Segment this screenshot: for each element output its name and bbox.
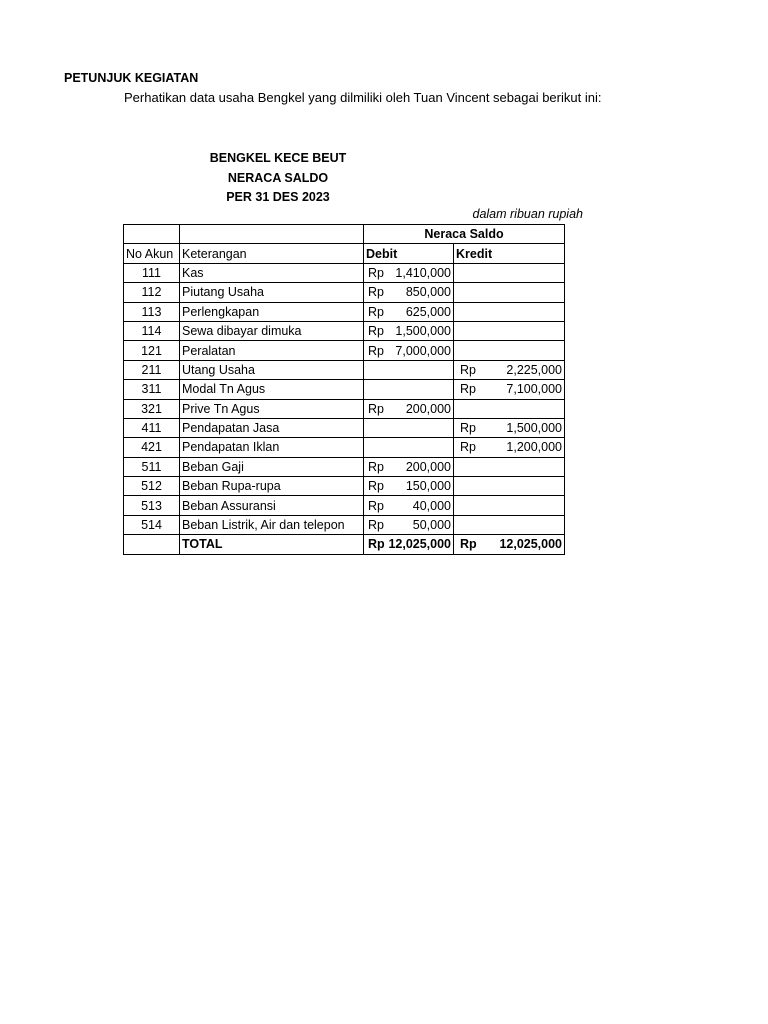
debit-amount <box>366 400 451 418</box>
account-number-cell: 311 <box>124 380 180 399</box>
currency-label: Rp <box>460 537 477 552</box>
table-row <box>124 515 565 534</box>
currency-label: Rp <box>368 285 384 300</box>
currency-label: Rp <box>368 401 384 416</box>
credit-value: 1,200,000 <box>506 440 562 455</box>
report-period: PER 31 DES 2023 <box>226 190 330 204</box>
empty-cell <box>180 225 364 244</box>
credit-cell <box>454 263 565 282</box>
instructions-heading: PETUNJUK KEGIATAN <box>64 71 199 85</box>
debit-cell <box>364 321 454 340</box>
currency-label: Rp <box>368 537 385 552</box>
account-description-cell: Perlengkapan <box>180 302 364 321</box>
table-row <box>124 477 565 496</box>
account-number-cell: 321 <box>124 399 180 418</box>
credit-amount <box>456 361 562 379</box>
credit-cell <box>454 399 565 418</box>
account-number-cell: 121 <box>124 341 180 360</box>
debit-cell <box>364 515 454 534</box>
currency-label: Rp <box>368 479 384 494</box>
debit-amount <box>366 497 451 515</box>
credit-cell <box>454 380 565 399</box>
debit-amount <box>366 342 451 360</box>
table-row <box>124 399 565 418</box>
currency-label: Rp <box>368 324 384 339</box>
account-number-cell: 512 <box>124 477 180 496</box>
credit-value: 2,225,000 <box>506 362 562 377</box>
debit-cell <box>364 380 454 399</box>
credit-cell <box>454 457 565 476</box>
table-column-header-row <box>124 244 565 263</box>
credit-cell <box>454 302 565 321</box>
table-row <box>124 457 565 476</box>
currency-label: Rp <box>460 440 476 455</box>
account-description-cell: Prive Tn Agus <box>180 399 364 418</box>
account-description-cell: Beban Assuransi <box>180 496 364 515</box>
account-description-cell: Utang Usaha <box>180 360 364 379</box>
total-credit-amount <box>456 535 562 553</box>
debit-cell <box>364 302 454 321</box>
currency-label: Rp <box>460 421 476 436</box>
debit-amount <box>366 458 451 476</box>
credit-amount <box>456 380 562 398</box>
currency-label: Rp <box>368 498 384 513</box>
table-row <box>124 360 565 379</box>
table-row <box>124 418 565 437</box>
total-credit-cell <box>454 535 565 554</box>
trial-balance-table <box>123 224 565 555</box>
debit-cell <box>364 438 454 457</box>
account-number-cell: 514 <box>124 515 180 534</box>
account-number-cell: 411 <box>124 418 180 437</box>
total-credit-value: 12,025,000 <box>499 537 562 552</box>
debit-value: 7,000,000 <box>395 343 451 358</box>
debit-cell <box>364 263 454 282</box>
credit-cell <box>454 438 565 457</box>
debit-value: 200,000 <box>405 459 451 474</box>
debit-value: 40,000 <box>412 498 451 513</box>
debit-cell <box>364 341 454 360</box>
currency-label: Rp <box>368 304 384 319</box>
account-number-cell: 421 <box>124 438 180 457</box>
total-debit-value: 12,025,000 <box>388 537 451 552</box>
credit-cell <box>454 477 565 496</box>
account-description-cell: Pendapatan Iklan <box>180 438 364 457</box>
total-debit-cell <box>364 535 454 554</box>
total-debit-amount <box>366 535 451 553</box>
col-header-no-akun: No Akun <box>124 244 180 263</box>
empty-cell <box>124 225 180 244</box>
debit-value: 1,410,000 <box>395 265 451 280</box>
table-row <box>124 496 565 515</box>
debit-amount <box>366 516 451 534</box>
account-description-cell: Kas <box>180 263 364 282</box>
credit-amount <box>456 419 562 437</box>
credit-amount <box>456 438 562 456</box>
debit-amount <box>366 283 451 301</box>
debit-value: 850,000 <box>405 285 451 300</box>
debit-cell <box>364 283 454 302</box>
debit-cell <box>364 360 454 379</box>
debit-cell <box>364 477 454 496</box>
credit-cell <box>454 283 565 302</box>
account-description-cell: Piutang Usaha <box>180 283 364 302</box>
report-title-block <box>190 149 366 208</box>
currency-label: Rp <box>368 459 384 474</box>
account-description-cell: Peralatan <box>180 341 364 360</box>
table-row <box>124 438 565 457</box>
credit-cell <box>454 496 565 515</box>
debit-amount <box>366 322 451 340</box>
table-row <box>124 283 565 302</box>
credit-cell <box>454 321 565 340</box>
debit-value: 625,000 <box>405 304 451 319</box>
debit-cell <box>364 496 454 515</box>
debit-amount <box>366 477 451 495</box>
account-number-cell: 113 <box>124 302 180 321</box>
account-description-cell: Beban Rupa-rupa <box>180 477 364 496</box>
credit-cell <box>454 341 565 360</box>
currency-label: Rp <box>368 518 384 533</box>
account-description-cell: Pendapatan Jasa <box>180 418 364 437</box>
account-number-cell: 211 <box>124 360 180 379</box>
table-row <box>124 321 565 340</box>
group-header: Neraca Saldo <box>364 225 565 244</box>
account-description-cell: Beban Listrik, Air dan telepon <box>180 515 364 534</box>
account-number-cell: 513 <box>124 496 180 515</box>
col-header-keterangan: Keterangan <box>180 244 364 263</box>
debit-value: 1,500,000 <box>395 324 451 339</box>
table-row <box>124 380 565 399</box>
total-row <box>124 535 565 554</box>
credit-cell <box>454 418 565 437</box>
table-row <box>124 263 565 282</box>
account-number-cell: 112 <box>124 283 180 302</box>
account-description-cell: Sewa dibayar dimuka <box>180 321 364 340</box>
table-group-header-row <box>124 225 565 244</box>
account-number-cell: 111 <box>124 263 180 282</box>
credit-value: 1,500,000 <box>506 421 562 436</box>
account-description-cell: Beban Gaji <box>180 457 364 476</box>
account-number-cell: 511 <box>124 457 180 476</box>
company-name: BENGKEL KECE BEUT <box>209 151 347 165</box>
total-label: TOTAL <box>180 535 364 554</box>
account-description-cell: Modal Tn Agus <box>180 380 364 399</box>
debit-cell <box>364 418 454 437</box>
report-title: NERACA SALDO <box>227 170 329 185</box>
col-header-debit: Debit <box>364 244 454 263</box>
debit-cell <box>364 457 454 476</box>
currency-label: Rp <box>460 362 476 377</box>
credit-cell <box>454 515 565 534</box>
currency-label: Rp <box>460 382 476 397</box>
currency-label: Rp <box>368 343 384 358</box>
debit-cell <box>364 399 454 418</box>
empty-cell <box>124 535 180 554</box>
table-row <box>124 341 565 360</box>
credit-value: 7,100,000 <box>506 382 562 397</box>
debit-amount <box>366 303 451 321</box>
credit-cell <box>454 360 565 379</box>
debit-amount <box>366 264 451 282</box>
debit-value: 150,000 <box>405 479 451 494</box>
account-number-cell: 114 <box>124 321 180 340</box>
unit-note: dalam ribuan rupiah <box>472 207 583 221</box>
currency-label: Rp <box>368 265 384 280</box>
table-row <box>124 302 565 321</box>
instructions-intro: Perhatikan data usaha Bengkel yang dilmiliki oleh Tuan Vincent sebagai berikut ini: <box>124 90 602 105</box>
col-header-kredit: Kredit <box>454 244 565 263</box>
debit-value: 50,000 <box>412 518 451 533</box>
debit-value: 200,000 <box>405 401 451 416</box>
